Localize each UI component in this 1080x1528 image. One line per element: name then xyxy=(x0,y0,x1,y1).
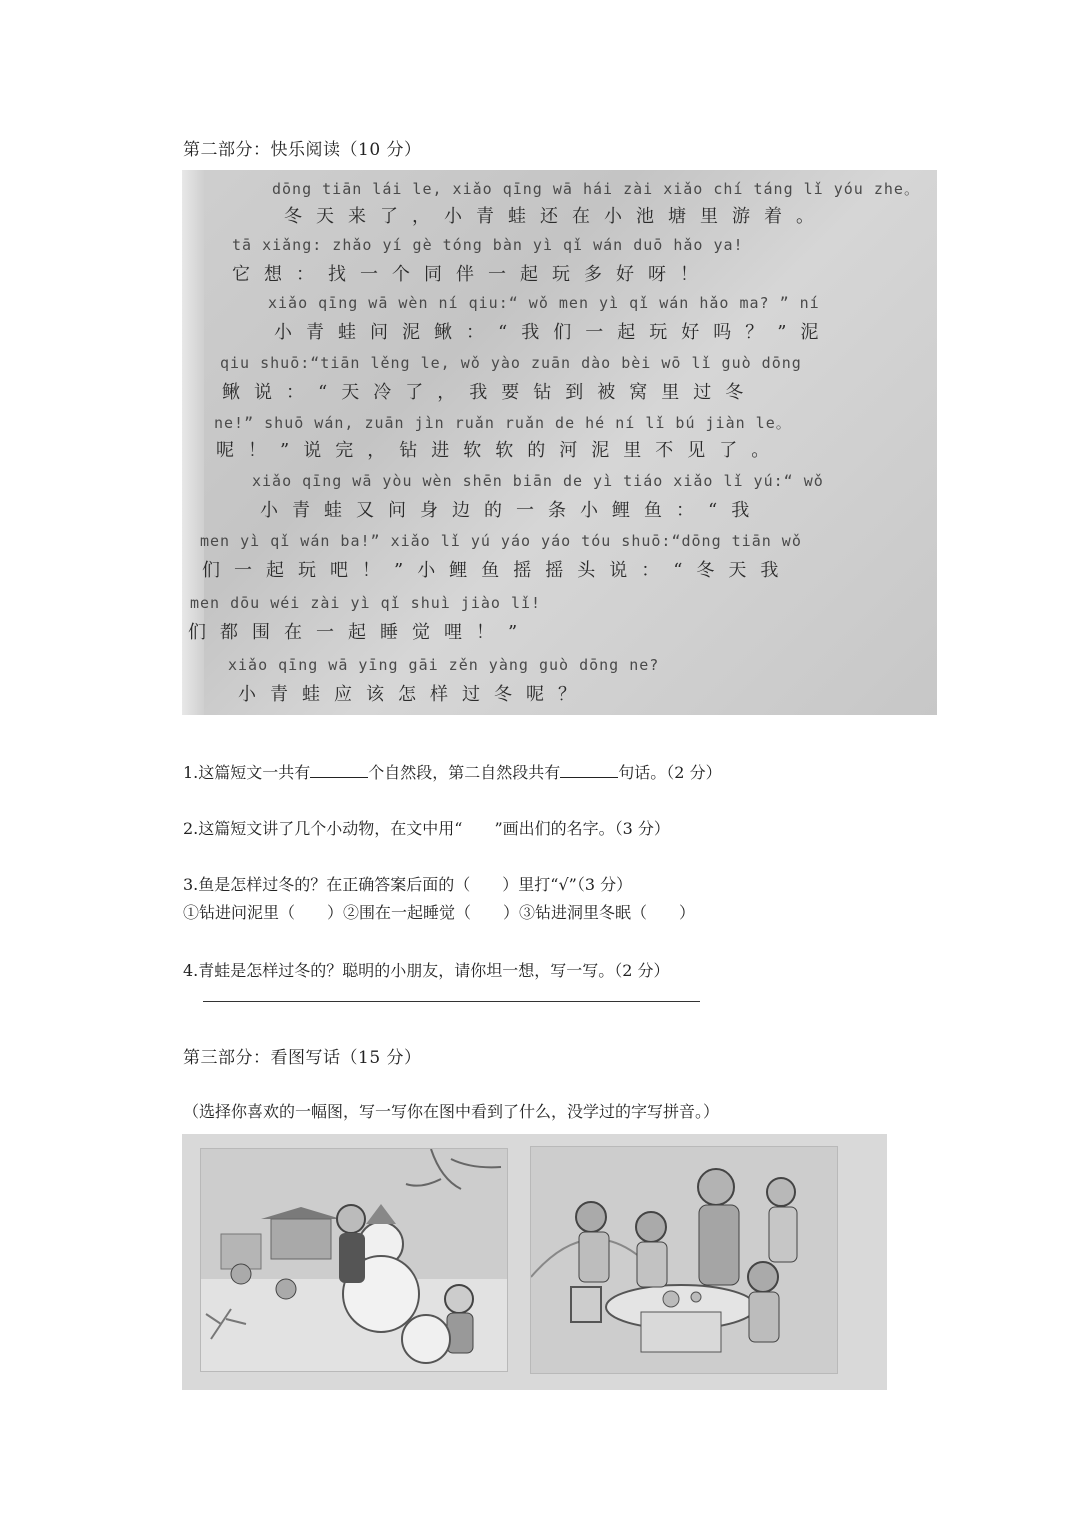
answer-line[interactable] xyxy=(203,1001,700,1002)
pinyin-line: tā xiǎng: zhǎo yí gè tóng bàn yì qǐ wán duō hǎo ya! xyxy=(232,236,744,254)
answer-blank[interactable] xyxy=(560,763,618,778)
pinyin-line: xiǎo qīng wā wèn ní qiu:“ wǒ men yì qǐ wán hǎo ma? ” ní xyxy=(268,294,820,312)
part3-instruction: （选择你喜欢的一幅图，写一写你在图中看到了什么，没学过的字写拼音。） xyxy=(183,1102,720,1121)
part2-title: 第二部分：快乐阅读（10 分） xyxy=(183,140,422,160)
pinyin-line: ne!” shuō wán, zuān jìn ruǎn ruǎn de hé ní lǐ bú jiàn le。 xyxy=(214,414,792,432)
pinyin-line: men dōu wéi zài yì qǐ shuì jiào lǐ! xyxy=(190,594,542,612)
question-1-text-b: 个自然段，第二自然段共有 xyxy=(368,763,561,782)
hanzi-line: 们一起玩吧！”小鲤鱼摇摇头说：“冬天我 xyxy=(202,560,793,581)
hanzi-line: 它想：找一个同伴一起玩多好呀！ xyxy=(232,264,712,285)
pinyin-line: xiǎo qīng wā yīng gāi zěn yàng guò dōng ne? xyxy=(228,656,660,674)
question-1-text-c: 句话。（2 分） xyxy=(618,763,722,782)
question-3-options: ①钻进问泥里（ ）②围在一起睡觉（ ）③钻进洞里冬眠（ ） xyxy=(183,903,696,922)
question-1-text-a: 1.这篇短文一共有 xyxy=(183,763,311,782)
pinyin-line: men yì qǐ wán ba!” xiǎo lǐ yú yáo yáo tóu shuō:“dōng tiān wǒ xyxy=(200,532,802,550)
picture-panel xyxy=(182,1134,887,1390)
hanzi-line: 小青蛙又问身边的一条小鲤鱼：“我 xyxy=(260,500,764,521)
hanzi-line: 鳅说：“天冷了，我要钻到被窝里过冬 xyxy=(222,382,758,403)
question-3: 3.鱼是怎样过冬的？在正确答案后面的（ ）里打“√”（3 分） xyxy=(183,875,633,894)
hanzi-line: 冬天来了，小青蛙还在小池塘里游着。 xyxy=(284,206,828,227)
pinyin-line: dōng tiān lái le, xiǎo qīng wā hái zài xiǎo chí táng lǐ yóu zhe。 xyxy=(272,180,920,198)
pinyin-line: xiǎo qīng wā yòu wèn shēn biān de yì tiáo xiǎo lǐ yú:“ wǒ xyxy=(252,472,824,490)
reading-passage-image xyxy=(182,170,937,715)
question-1 xyxy=(183,760,722,783)
question-4: 4.青蛙是怎样过冬的？聪明的小朋友，请你坦一想，写一写。（2 分） xyxy=(183,961,670,980)
hanzi-line: 们都围在一起睡觉哩！” xyxy=(188,622,532,643)
family-table-scene-illustration xyxy=(530,1146,838,1374)
question-2: 2.这篇短文讲了几个小动物，在文中用“ ”画出们的名字。（3 分） xyxy=(183,819,670,838)
pinyin-line: qiu shuō:“tiān lěng le, wǒ yào zuān dào bèi wō lǐ guò dōng xyxy=(220,354,802,372)
hanzi-line: 小青蛙问泥鳅：“我们一起玩好吗？”泥 xyxy=(274,322,833,343)
answer-blank[interactable] xyxy=(310,763,368,778)
part3-title: 第三部分：看图写话（15 分） xyxy=(183,1048,422,1068)
hanzi-line: 小青蛙应该怎样过冬呢？ xyxy=(238,684,590,705)
snowman-scene-illustration xyxy=(200,1148,508,1372)
hanzi-line: 呢！”说完，钻进软软的河泥里不见了。 xyxy=(216,440,784,461)
